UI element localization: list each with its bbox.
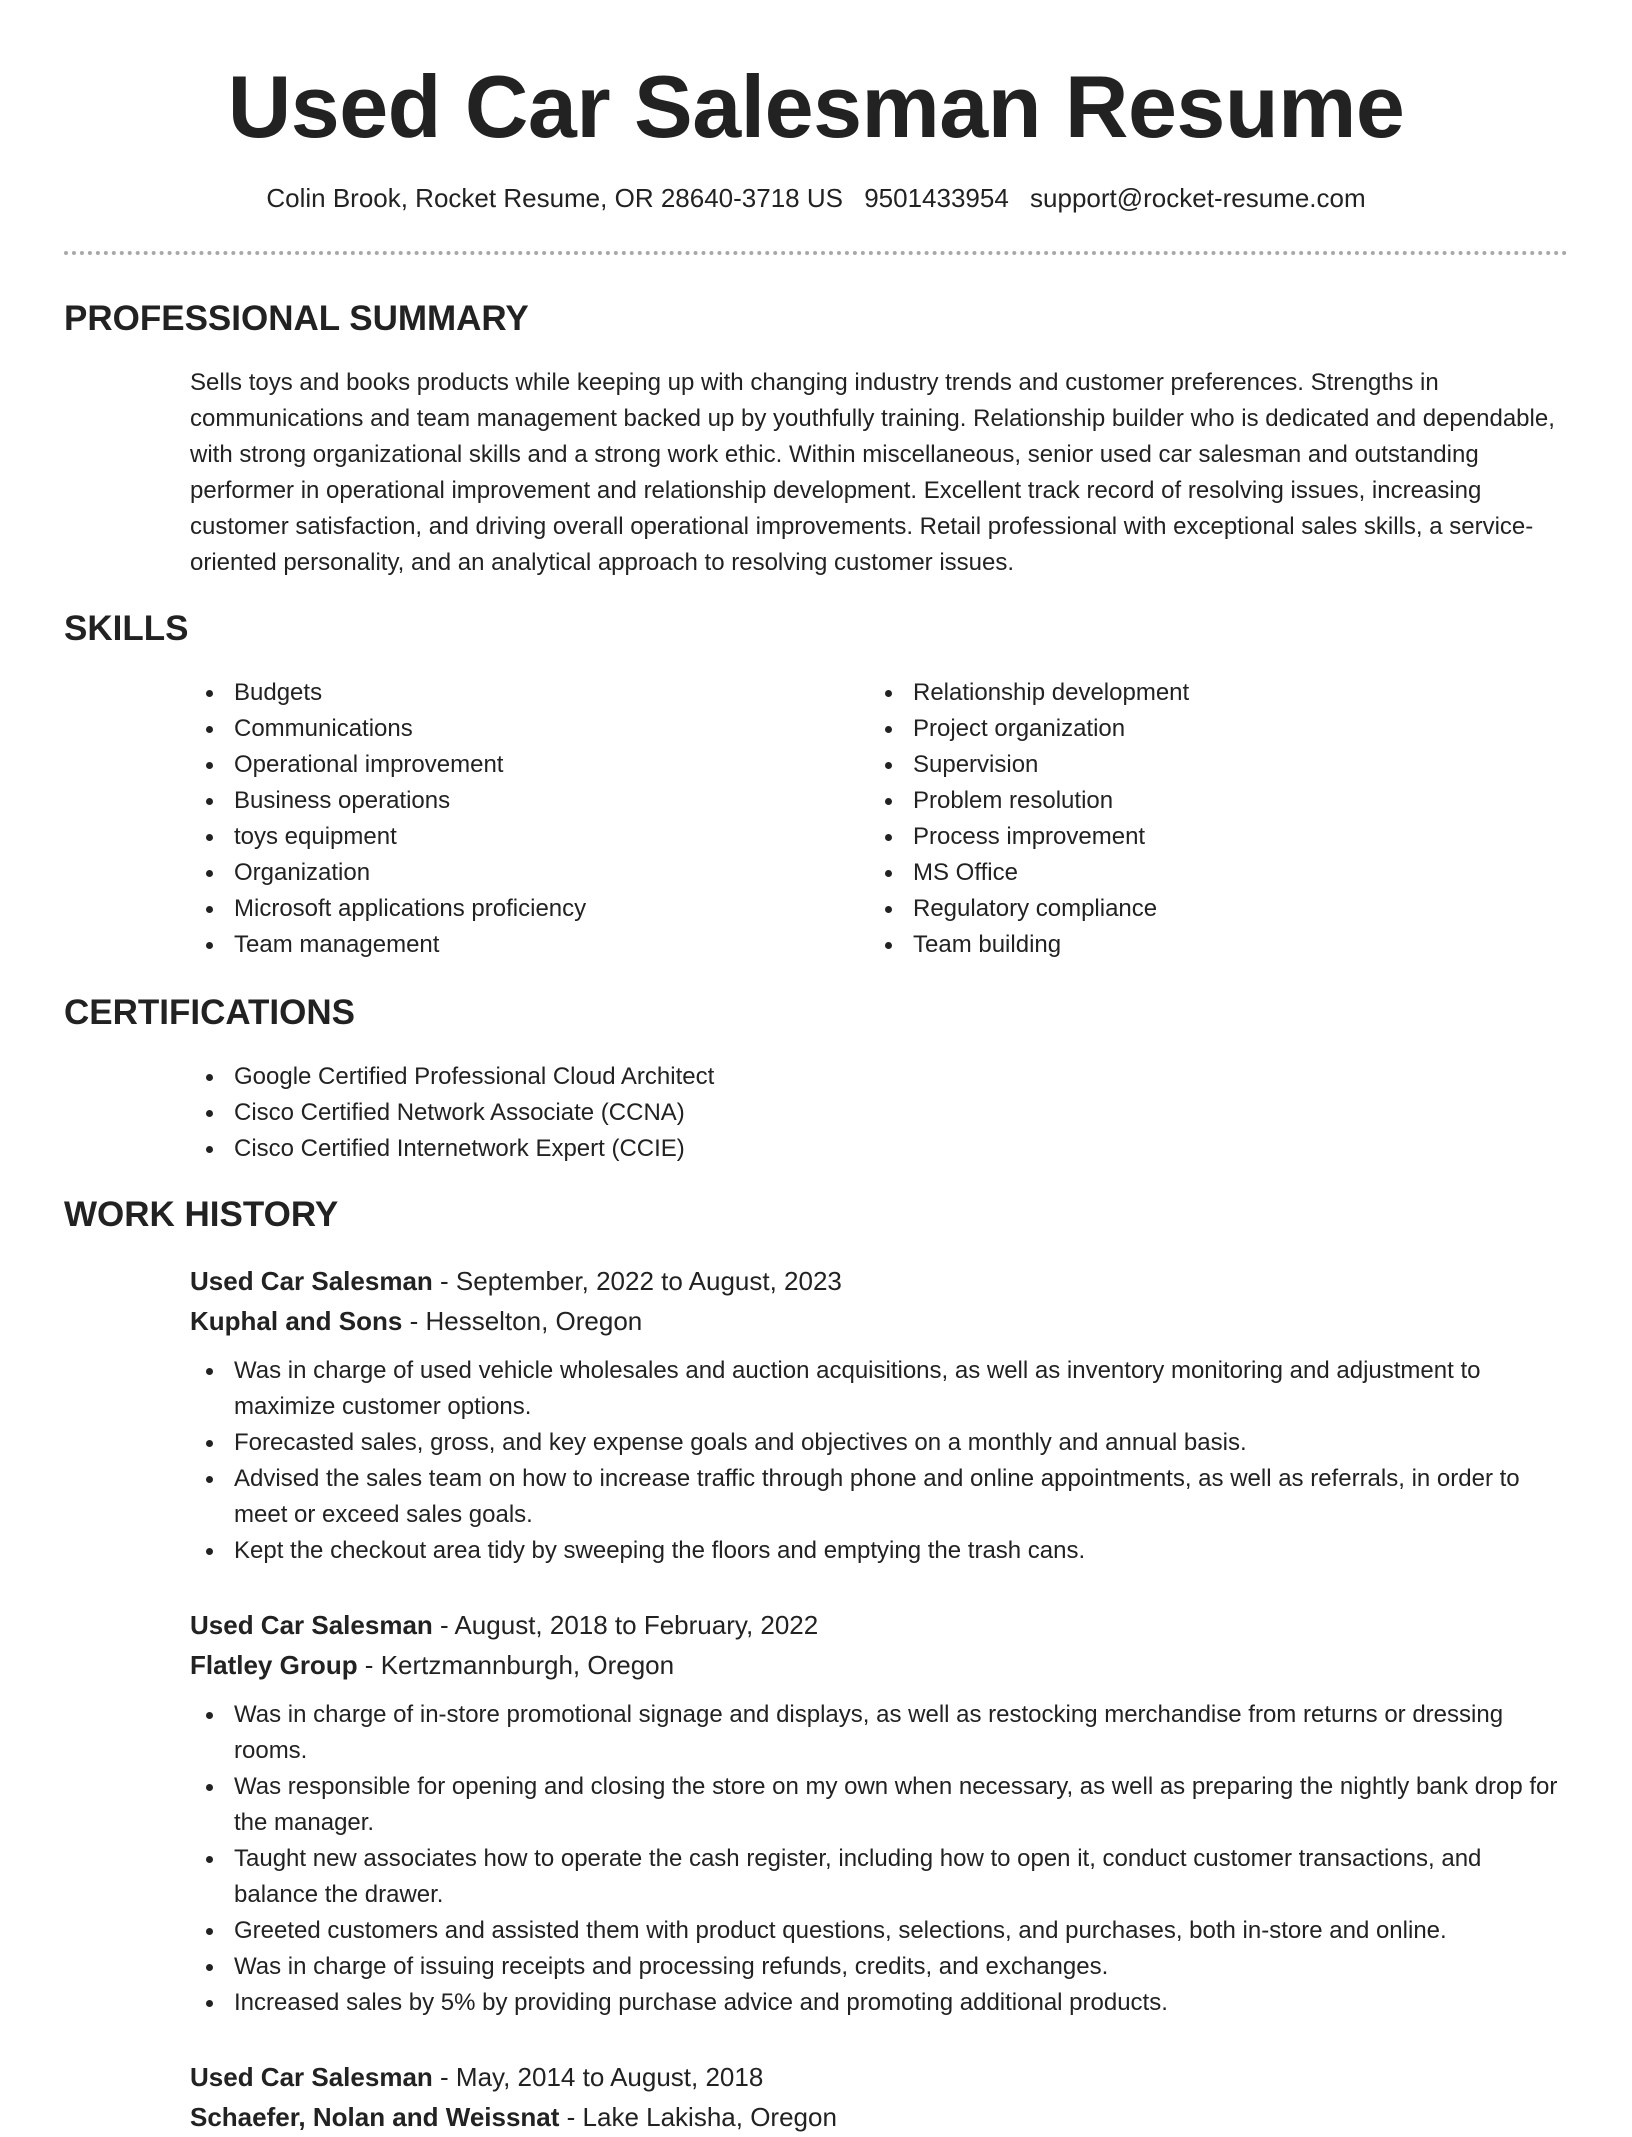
list-item: MS Office — [869, 855, 1529, 891]
list-item: Problem resolution — [869, 783, 1529, 819]
job-entry — [190, 1605, 1570, 2021]
list-item: Project organization — [869, 711, 1529, 747]
job-dates: May, 2014 to August, 2018 — [455, 2062, 764, 2092]
list-item: Was responsible for opening and closing the store on my own when necessary, as well as preparing the nightly bank drop for the manager. — [190, 1769, 1570, 1841]
list-item: Taught new associates how to operate the cash register, including how to open it, conduct customer transactions, and balance the drawer. — [190, 1841, 1570, 1913]
contact-phone: 9501433954 — [864, 183, 1009, 213]
job-company: Flatley Group — [190, 1650, 358, 1680]
certifications-list — [190, 1059, 1570, 1167]
section-heading-skills: SKILLS — [64, 609, 189, 648]
list-item: Communications — [190, 711, 850, 747]
list-item: Team building — [869, 927, 1529, 963]
job-duties-list — [190, 1353, 1570, 1569]
contact-line — [0, 180, 1632, 216]
resume-title: Used Car Salesman Resume — [227, 57, 1405, 156]
list-item: Was in charge of issuing receipts and processing refunds, credits, and exchanges. — [190, 1949, 1570, 1985]
section-heading-certifications: CERTIFICATIONS — [64, 993, 356, 1032]
skills-column-left — [190, 675, 850, 963]
job-entry — [190, 1261, 1570, 1569]
job-dates: August, 2018 to February, 2022 — [454, 1610, 819, 1640]
list-item: Operational improvement — [190, 747, 850, 783]
list-item: Cisco Certified Network Associate (CCNA) — [190, 1095, 1570, 1131]
list-item: Greeted customers and assisted them with product questions, selections, and purchases, both in-store and online. — [190, 1913, 1570, 1949]
list-item: Budgets — [190, 675, 850, 711]
contact-address: Colin Brook, Rocket Resume, OR 28640-3718 US — [266, 183, 843, 213]
header-divider — [64, 251, 1568, 255]
certifications-block — [190, 1059, 1570, 1167]
list-item: Cisco Certified Internetwork Expert (CCIE) — [190, 1131, 1570, 1167]
list-item: Relationship development — [869, 675, 1529, 711]
list-item: Was in charge of in-store promotional signage and displays, as well as restocking merchandise from returns or dressing rooms. — [190, 1697, 1570, 1769]
job-company: Schaefer, Nolan and Weissnat — [190, 2102, 560, 2132]
section-heading-work-history: WORK HISTORY — [64, 1195, 339, 1234]
job-company-line: Kuphal and Sons - Hesselton, Oregon — [190, 1306, 643, 1336]
job-title: Used Car Salesman — [190, 2062, 433, 2092]
list-item: Increased sales by 5% by providing purchase advice and promoting additional products. — [190, 1985, 1570, 2021]
job-title: Used Car Salesman — [190, 1610, 433, 1640]
job-location: Lake Lakisha, Oregon — [582, 2102, 837, 2132]
job-title-line: Used Car Salesman - May, 2014 to August, 2018 — [190, 2062, 764, 2092]
job-dates: September, 2022 to August, 2023 — [455, 1266, 842, 1296]
list-item: Regulatory compliance — [869, 891, 1529, 927]
job-entry — [190, 2057, 1570, 2137]
job-location: Kertzmannburgh, Oregon — [380, 1650, 675, 1680]
job-company-line: Schaefer, Nolan and Weissnat - Lake Lakisha, Oregon — [190, 2102, 837, 2132]
job-title-line: Used Car Salesman - August, 2018 to February, 2022 — [190, 1610, 819, 1640]
list-item: Team management — [190, 927, 850, 963]
list-item: Microsoft applications proficiency — [190, 891, 850, 927]
summary-text: Sells toys and books products while keeping up with changing industry trends and customer preferences. Strengths in communications and team management backed up by youthfully training. Relationship builder who is dedicated and dependable, with strong organizational skills and a strong work ethic. Within miscellaneous, senior used car salesman and outstanding performer in operational improvement and relationship development. Excellent track record of resolving issues, increasing customer satisfaction, and driving overall operational improvements. Retail professional with exceptional sales skills, a service-oriented personality, and an analytical approach to resolving customer issues. — [190, 369, 1555, 576]
skills-list-right — [869, 675, 1529, 963]
job-company-line: Flatley Group - Kertzmannburgh, Oregon — [190, 1650, 675, 1680]
list-item: Process improvement — [869, 819, 1529, 855]
job-title: Used Car Salesman — [190, 1266, 433, 1296]
skills-list-left — [190, 675, 850, 963]
job-duties-list — [190, 1697, 1570, 2021]
list-item: Was in charge of used vehicle wholesales and auction acquisitions, as well as inventory monitoring and adjustment to maximize customer options. — [190, 1353, 1570, 1425]
list-item: Organization — [190, 855, 850, 891]
list-item: toys equipment — [190, 819, 850, 855]
section-heading-summary: PROFESSIONAL SUMMARY — [64, 299, 529, 338]
job-company: Kuphal and Sons — [190, 1306, 403, 1336]
list-item: Google Certified Professional Cloud Architect — [190, 1059, 1570, 1095]
contact-email[interactable]: support@rocket-resume.com — [1030, 183, 1366, 213]
job-location: Hesselton, Oregon — [425, 1306, 643, 1336]
list-item: Forecasted sales, gross, and key expense goals and objectives on a monthly and annual basis. — [190, 1425, 1570, 1461]
skills-column-right — [869, 675, 1529, 963]
list-item: Business operations — [190, 783, 850, 819]
list-item: Advised the sales team on how to increase traffic through phone and online appointments, as well as referrals, in order to meet or exceed sales goals. — [190, 1461, 1570, 1533]
job-title-line: Used Car Salesman - September, 2022 to August, 2023 — [190, 1266, 842, 1296]
list-item: Supervision — [869, 747, 1529, 783]
list-item: Kept the checkout area tidy by sweeping the floors and emptying the trash cans. — [190, 1533, 1570, 1569]
